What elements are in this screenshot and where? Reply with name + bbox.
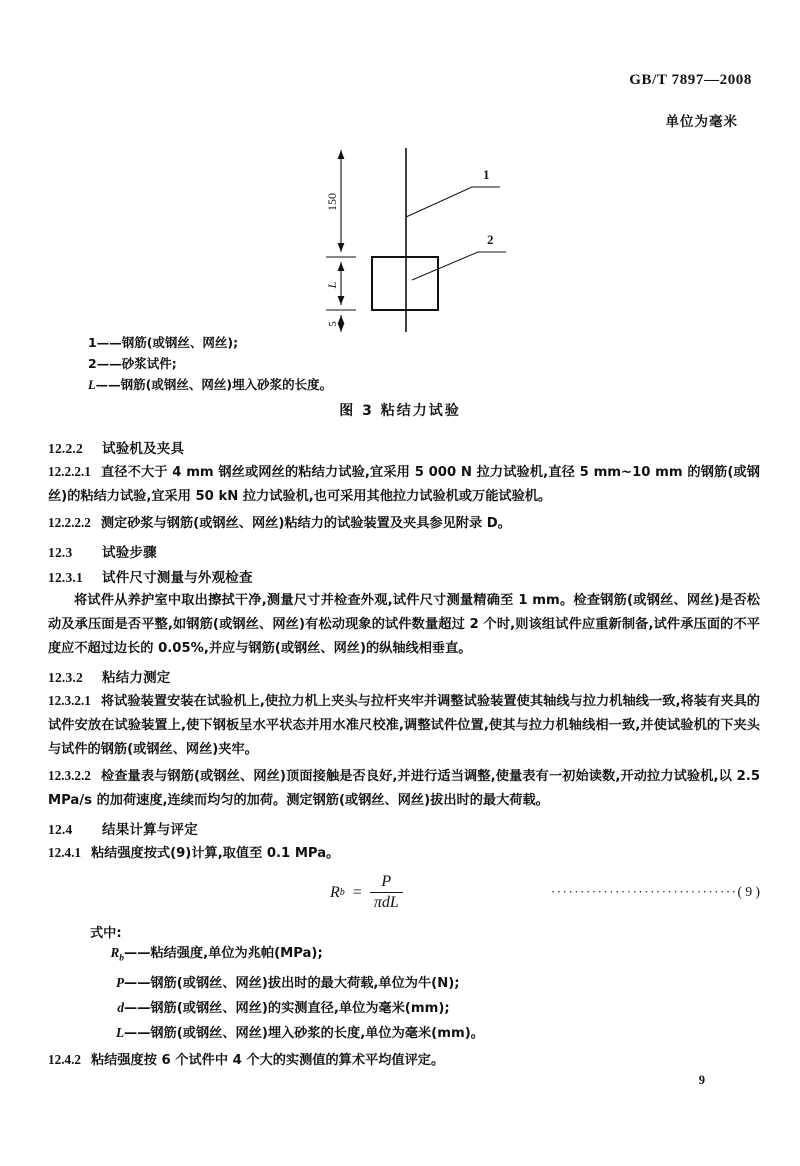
clause-text-12-4-2: 粘结强度按 6 个试件中 4 个大的实测值的算术平均值评定。 <box>90 1052 445 1068</box>
equation-leader-dots: ································ <box>550 884 738 899</box>
legend-item-1 <box>88 332 332 353</box>
clause-text-12-2-2-2: 测定砂浆与钢筋(或钢丝、网丝)粘结力的试验装置及夹具参见附录 D。 <box>100 516 511 531</box>
legend-text-3: 钢筋(或钢丝、网丝)埋入砂浆的长度。 <box>120 377 333 392</box>
clause-number-12-2-2-2: 12.2.2.2 <box>48 515 91 530</box>
clause-number-12-3-2: 12.3.2 <box>48 670 83 685</box>
clause-para-12-2-2-1 <box>48 460 760 509</box>
figure-legend <box>88 332 332 396</box>
clause-title-12-4: 结果计算与评定 <box>102 822 198 838</box>
clause-number-12-4: 12.4 <box>48 822 73 837</box>
legend-dash-3: —— <box>95 377 121 392</box>
legend-dash-2: —— <box>96 356 122 371</box>
clause-text-12-3-2-2: 检查量表与钢筋(或钢丝、网丝)顶面接触是否良好,并进行适当调整,使量表有一初始读数,开动拉力试验机,以 2.5 MPa/s 的加荷速度,连续而均匀的加荷。测定钢筋(或钢丝、网丝)拔出时的最大荷载。 <box>48 769 760 808</box>
standard-number-header: GB/T 7897—2008 <box>629 72 752 88</box>
equation-lhs-variable: R <box>330 883 340 901</box>
unit-note: 单位为毫米 <box>665 114 738 130</box>
equation-equals-sign: = <box>352 883 362 901</box>
clause-text-12-3-2-1: 将试验装置安装在试验机上,使拉力机上夹头与拉杆夹牢并调整试验装置使其轴线与拉力机轴线一致,将装有夹具的试件安放在试验装置上,使下钢板呈水平状态并用水准尺校准,调整试件位置,使其与拉力机轴线相一致,并使试验机的下夹头与试件的钢筋(或钢丝、网丝)夹牢。 <box>48 694 760 757</box>
clause-title-12-3-2: 粘结力测定 <box>102 670 171 686</box>
legend-item-2 <box>88 353 332 374</box>
symbol-text-Rb: 粘结强度,单位为兆帕(MPa); <box>150 946 323 961</box>
clause-heading-12-4 <box>48 818 760 838</box>
figure-caption: 图 3 粘结力试验 <box>339 403 461 419</box>
clause-para-12-4-1 <box>48 841 760 866</box>
symbol-L: L <box>115 1024 124 1040</box>
clause-number-12-4-2: 12.4.2 <box>48 1051 81 1067</box>
callout-2-label: 2 <box>487 232 494 247</box>
clause-heading-12-3 <box>48 541 760 561</box>
legend-item-3 <box>88 374 332 396</box>
equation-lhs-subscript: b <box>339 887 345 899</box>
equation-number: ( 9 ) <box>737 884 760 899</box>
clause-para-12-3-1-body: 将试件从养护室中取出擦拭干净,测量尺寸并检查外观,试件尺寸测量精确至 1 mm。检查钢筋(或钢丝、网丝)是否松动及承压面是否平整,如钢筋(或钢丝、网丝)有松动现象的试件数量超过 2 个时,则该组试件应重新制备,试件承压面的不平度应不超过边长的 0.05%,并应与钢筋(或钢丝、网丝)的纵轴线相垂直。 <box>48 593 760 656</box>
clause-title-12-3: 试验步骤 <box>102 545 157 561</box>
symbol-dash-P: —— <box>124 975 151 991</box>
legend-symbol-2: 2 <box>88 356 97 371</box>
figure-3-drawing <box>0 140 800 340</box>
equation-denominator: πdL <box>370 892 403 912</box>
symbol-Rb: $R_b$ <box>110 945 124 964</box>
equation-number-block <box>551 884 760 900</box>
clause-title-12-2-2: 试验机及夹具 <box>102 441 185 457</box>
equation-numerator: P <box>381 873 392 890</box>
symbol-text-L: 钢筋(或钢丝、网丝)埋入砂浆的长度,单位为毫米(mm)。 <box>150 1025 484 1041</box>
clause-text-12-4-1: 粘结强度按式(9)计算,取值至 0.1 MPa。 <box>90 846 340 861</box>
legend-symbol-1: 1 <box>88 335 97 350</box>
clause-para-12-3-2-1 <box>48 689 760 762</box>
symbol-d: d <box>117 999 124 1015</box>
dimension-label-L: L <box>325 281 339 289</box>
clause-para-12-4-2 <box>48 1048 760 1073</box>
where-label: 式中: <box>90 926 122 941</box>
mortar-specimen-square <box>372 257 438 310</box>
symbol-text-P: 钢筋(或钢丝、网丝)拔出时的最大荷载,单位为牛(N); <box>150 975 460 991</box>
clause-text-12-2-2-1: 直径不大于 4 mm 钢丝或网丝的粘结力试验,宜采用 5 000 N 拉力试验机,直径 5 mm~10 mm 的钢筋(或钢丝)的粘结力试验,宜采用 50 kN 拉力试验机,也可采用其他拉力试验机或万能试验机。 <box>48 465 760 504</box>
legend-symbol-L: L <box>88 378 96 392</box>
clause-para-12-2-2-2 <box>48 511 760 536</box>
symbol-definition-L <box>90 1021 760 1046</box>
equation-9-row <box>48 874 760 918</box>
legend-text-2: 砂浆试件; <box>121 356 177 371</box>
clause-heading-12-3-1 <box>48 566 760 586</box>
symbol-text-d: 钢筋(或钢丝、网丝)的实测直径,单位为毫米(mm); <box>150 1000 450 1016</box>
legend-dash-1: —— <box>96 335 122 350</box>
page-number: 9 <box>698 1073 705 1087</box>
clause-heading-12-2-2 <box>48 437 760 457</box>
callout-1-label: 1 <box>483 167 490 182</box>
clause-number-12-3-1: 12.3.1 <box>48 570 83 585</box>
clause-number-12-3-2-2: 12.3.2.2 <box>48 768 91 783</box>
clause-para-12-3-2-2 <box>48 764 760 813</box>
symbol-definition-Rb <box>90 941 760 971</box>
document-body <box>48 432 760 1075</box>
symbol-dash-d: —— <box>124 1000 151 1016</box>
clause-number-12-3-2-1: 12.3.2.1 <box>48 693 91 708</box>
leader-line-1 <box>406 187 500 217</box>
clause-heading-12-3-2 <box>48 666 760 686</box>
dimension-label-150: 150 <box>325 193 339 211</box>
clause-number-12-2-2: 12.2.2 <box>48 441 83 456</box>
symbol-definition-P <box>90 971 760 996</box>
equation-fraction <box>370 874 403 912</box>
clause-title-12-3-1: 试件尺寸测量与外观检查 <box>102 570 253 586</box>
bond-test-diagram <box>0 140 800 340</box>
symbol-P: P <box>115 974 124 990</box>
symbol-dash-L: —— <box>124 1025 151 1041</box>
legend-text-1: 钢筋(或钢丝、网丝); <box>121 335 239 350</box>
dimension-label-5: 5 <box>327 321 339 327</box>
clause-number-12-3: 12.3 <box>48 545 73 560</box>
symbol-definition-d <box>90 996 760 1021</box>
symbol-dash-Rb: —— <box>124 946 151 961</box>
clause-number-12-2-2-1: 12.2.2.1 <box>48 464 91 479</box>
equation-9 <box>330 874 403 912</box>
clause-number-12-4-1: 12.4.1 <box>48 845 81 860</box>
